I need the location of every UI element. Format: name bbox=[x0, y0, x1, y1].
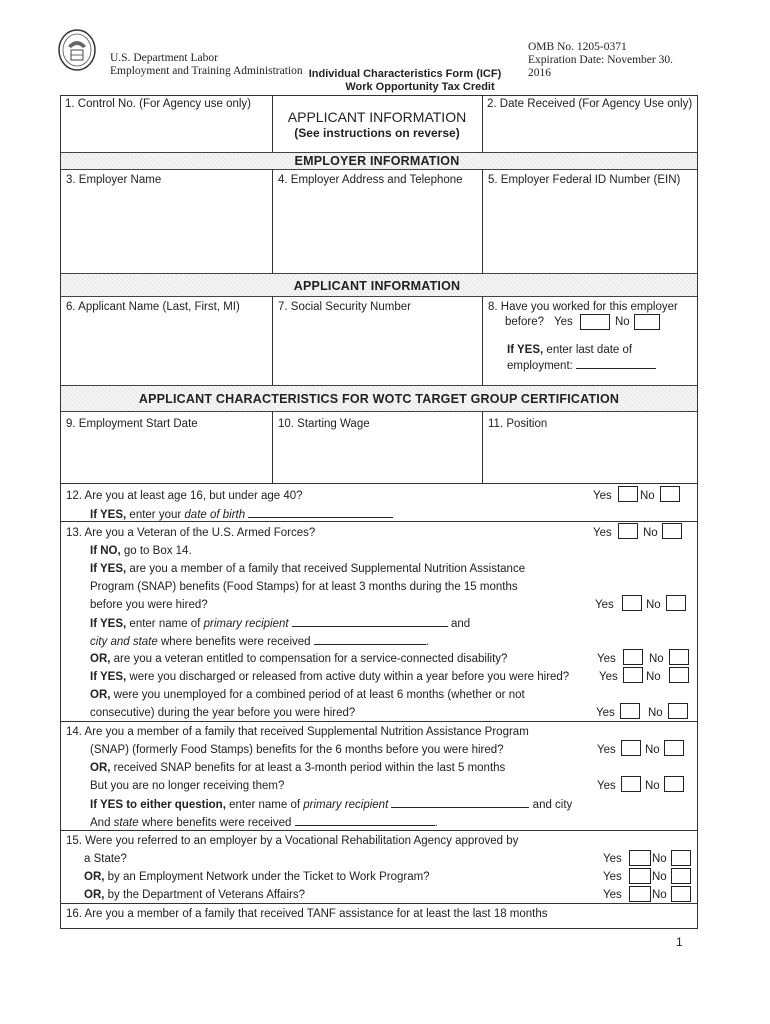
q15-text-2: a State? bbox=[84, 853, 127, 865]
employer-name-field[interactable]: 3. Employer Name bbox=[66, 174, 162, 186]
ssn-field[interactable]: 7. Social Security Number bbox=[278, 301, 411, 313]
omb-number: OMB No. 1205-0371 bbox=[528, 41, 627, 53]
q13-discharged-bold: If YES, bbox=[90, 671, 127, 683]
q8-employment: employment: bbox=[507, 360, 573, 372]
q15-va-no-checkbox[interactable] bbox=[671, 886, 691, 902]
q13-or2-bold: OR, bbox=[90, 689, 111, 701]
q13-or2: were you unemployed for a combined period of at least 6 months (whether or not bbox=[113, 689, 525, 701]
q13-snap-yes-checkbox[interactable] bbox=[622, 595, 642, 611]
q13-or1: are you a veteran entitled to compensation for a service-connected disability? bbox=[113, 653, 508, 665]
q14-recipient-input[interactable] bbox=[391, 797, 529, 808]
q13-city-input[interactable] bbox=[314, 634, 426, 645]
q13-goto: go to Box 14. bbox=[123, 545, 192, 557]
position-field[interactable]: 11. Position bbox=[488, 418, 548, 430]
q13-ifno: If NO, bbox=[90, 545, 121, 557]
employer-ein-field[interactable]: 5. Employer Federal ID Number (EIN) bbox=[488, 174, 681, 186]
q13-disability-yes-label: Yes bbox=[597, 653, 616, 665]
start-date-field[interactable]: 9. Employment Start Date bbox=[66, 418, 198, 430]
q13-primary-recipient: primary recipient bbox=[203, 618, 289, 630]
q14-text-2: (SNAP) (formerly Food Stamps) benefits for the 6 months before you were hired? bbox=[90, 744, 504, 756]
q13-unemployed-no-label: No bbox=[648, 707, 663, 719]
q15-va-yes-checkbox[interactable] bbox=[629, 886, 651, 902]
q15-ticket-yes-checkbox[interactable] bbox=[629, 868, 651, 884]
q14-or-no-label: No bbox=[645, 780, 660, 792]
q8-yes-label: Yes bbox=[554, 316, 573, 328]
q13-or1-bold: OR, bbox=[90, 653, 111, 665]
q13-snap-2: Program (SNAP) benefits (Food Stamps) for at least 3 months during the 15 months bbox=[90, 581, 518, 593]
q15-yes-checkbox[interactable] bbox=[629, 850, 651, 866]
q13-recipient-enter: enter name of bbox=[129, 618, 201, 630]
employer-address-field[interactable]: 4. Employer Address and Telephone bbox=[278, 174, 463, 186]
expiration-date: Expiration Date: November 30. bbox=[528, 54, 673, 66]
q14-or-yes-label: Yes bbox=[597, 780, 616, 792]
q14-no-label: No bbox=[645, 744, 660, 756]
department-name: U.S. Department Labor bbox=[110, 52, 218, 64]
q14-enter: enter name of bbox=[229, 799, 301, 811]
q13-ifyes: If YES, bbox=[90, 563, 127, 575]
q15-or1: by an Employment Network under the Ticket to Work Program? bbox=[107, 871, 430, 883]
q13-discharged-yes-label: Yes bbox=[599, 671, 618, 683]
form-title: Individual Characteristics Form (ICF) bbox=[308, 68, 502, 80]
q14-or-yes-checkbox[interactable] bbox=[621, 776, 641, 792]
agency-name: Employment and Training Administration bbox=[110, 65, 303, 77]
employer-band-title: EMPLOYER INFORMATION bbox=[294, 154, 460, 168]
q12-enter: enter your bbox=[129, 509, 182, 521]
q14-but: But you are no longer receiving them? bbox=[90, 780, 285, 792]
q14-andcity: and city bbox=[532, 799, 573, 811]
q14-where: where benefits were received bbox=[141, 817, 292, 829]
form-title-block bbox=[300, 68, 520, 94]
q13-unemployed-no-checkbox[interactable] bbox=[668, 703, 688, 719]
q13-and: and bbox=[451, 618, 471, 630]
q13-discharged-no-checkbox[interactable] bbox=[669, 667, 689, 683]
q12-no-checkbox[interactable] bbox=[660, 486, 680, 502]
q13-unemployed-yes-label: Yes bbox=[596, 707, 615, 719]
q14-no-checkbox[interactable] bbox=[664, 740, 684, 756]
control-number-field[interactable]: 1. Control No. (For Agency use only) bbox=[65, 98, 251, 110]
q12-yes-label: Yes bbox=[593, 490, 612, 502]
q12-text: 12. Are you at least age 16, but under age 40? bbox=[66, 490, 303, 502]
q14-and: And bbox=[90, 817, 111, 829]
q14-yes-checkbox[interactable] bbox=[621, 740, 641, 756]
q14-or-bold: OR, bbox=[90, 762, 111, 774]
q13-no-label: No bbox=[643, 527, 658, 539]
q12-yes-checkbox[interactable] bbox=[618, 486, 638, 502]
q12-ifyes: If YES, bbox=[90, 509, 127, 521]
q13-no-checkbox[interactable] bbox=[662, 523, 682, 539]
q15-text: 15. Were you referred to an employer by a Vocational Rehabilitation Agency approved by bbox=[66, 835, 519, 847]
q13-text: 13. Are you a Veteran of the U.S. Armed Forces? bbox=[66, 527, 316, 539]
q8-no-label: No bbox=[615, 316, 630, 328]
q13-discharged-yes-checkbox[interactable] bbox=[623, 667, 643, 683]
applicant-band-title: APPLICANT INFORMATION bbox=[293, 279, 461, 293]
q14-city-input[interactable] bbox=[295, 815, 435, 826]
q8-yes-checkbox[interactable] bbox=[580, 314, 610, 330]
q13-city-state: city and state bbox=[90, 636, 158, 648]
starting-wage-field[interactable]: 10. Starting Wage bbox=[278, 418, 370, 430]
dol-seal-icon bbox=[57, 28, 97, 72]
q14-or-no-checkbox[interactable] bbox=[664, 776, 684, 792]
q13-or2b: consecutive) during the year before you were hired? bbox=[90, 707, 356, 719]
characteristics-band-title: APPLICANT CHARACTERISTICS FOR WOTC TARGET GROUP CERTIFICATION bbox=[138, 392, 620, 406]
q14-or: received SNAP benefits for at least a 3-month period within the last 5 months bbox=[113, 762, 506, 774]
q15-ticket-no-label: No bbox=[652, 871, 667, 883]
q13-yes-checkbox[interactable] bbox=[618, 523, 638, 539]
omb-block bbox=[528, 41, 673, 80]
q14-ifyes-bold: If YES to either question, bbox=[90, 799, 226, 811]
q15-or1-bold: OR, bbox=[84, 871, 105, 883]
q13-yes-label: Yes bbox=[593, 527, 612, 539]
expiration-year: 2016 bbox=[528, 67, 551, 79]
q15-ticket-yes-label: Yes bbox=[603, 871, 622, 883]
q13-disability-no-checkbox[interactable] bbox=[669, 649, 689, 665]
section-title: APPLICANT INFORMATION bbox=[287, 109, 467, 125]
q14-yes-label: Yes bbox=[597, 744, 616, 756]
date-received-field[interactable]: 2. Date Received (For Agency Use only) bbox=[487, 98, 693, 110]
q15-va-yes-label: Yes bbox=[603, 889, 622, 901]
q13-snap-3: before you were hired? bbox=[90, 599, 208, 611]
q8-ifyes-rest: enter last date of bbox=[546, 344, 633, 356]
q13-snap-1: are you a member of a family that received Supplemental Nutrition Assistance bbox=[129, 563, 526, 575]
q12-dob: date of birth bbox=[184, 509, 246, 521]
q14-primary: primary recipient bbox=[303, 799, 389, 811]
q13-unemployed-yes-checkbox[interactable] bbox=[620, 703, 640, 719]
form-subtitle: Work Opportunity Tax Credit bbox=[345, 81, 495, 93]
q15-or2-bold: OR, bbox=[84, 889, 105, 901]
q13-city-rest: where benefits were received bbox=[160, 636, 311, 648]
q15-ticket-no-checkbox[interactable] bbox=[671, 868, 691, 884]
q8-last-date-input[interactable] bbox=[576, 358, 656, 369]
applicant-name-field[interactable]: 6. Applicant Name (Last, First, MI) bbox=[66, 301, 240, 313]
q13-disability-yes-checkbox[interactable] bbox=[623, 649, 643, 665]
q16-text: 16. Are you a member of a family that received TANF assistance for at least the last 18 months bbox=[66, 908, 548, 920]
q13-disability-no-label: No bbox=[649, 653, 664, 665]
q13-discharged-no-label: No bbox=[646, 671, 661, 683]
q12-no-label: No bbox=[640, 490, 655, 502]
department-heading bbox=[110, 52, 303, 78]
q15-va-no-label: No bbox=[652, 889, 667, 901]
q8-before: before? bbox=[505, 316, 545, 328]
q13-recipient-ifyes: If YES, bbox=[90, 618, 127, 630]
q15-yes-label: Yes bbox=[603, 853, 622, 865]
q15-no-label: No bbox=[652, 853, 667, 865]
q13-snap-no-label: No bbox=[646, 599, 661, 611]
section-subtitle: (See instructions on reverse) bbox=[294, 126, 460, 140]
q15-no-checkbox[interactable] bbox=[671, 850, 691, 866]
q15-or2: by the Department of Veterans Affairs? bbox=[107, 889, 305, 901]
q13-snap-yes-label: Yes bbox=[595, 599, 614, 611]
q13-discharged: were you discharged or released from active duty within a year before you were hired? bbox=[129, 671, 570, 683]
q13-snap-no-checkbox[interactable] bbox=[666, 595, 686, 611]
q12-dob-input[interactable] bbox=[248, 507, 393, 518]
page-number: 1 bbox=[676, 935, 683, 949]
q13-recipient-input[interactable] bbox=[292, 616, 448, 627]
q8-no-checkbox[interactable] bbox=[634, 314, 660, 330]
q8-ifyes: If YES, bbox=[507, 344, 544, 356]
q8-text: 8. Have you worked for this employer bbox=[488, 301, 678, 313]
q14-text: 14. Are you a member of a family that received Supplemental Nutrition Assistance Program bbox=[66, 726, 529, 738]
q14-state: state bbox=[113, 817, 139, 829]
